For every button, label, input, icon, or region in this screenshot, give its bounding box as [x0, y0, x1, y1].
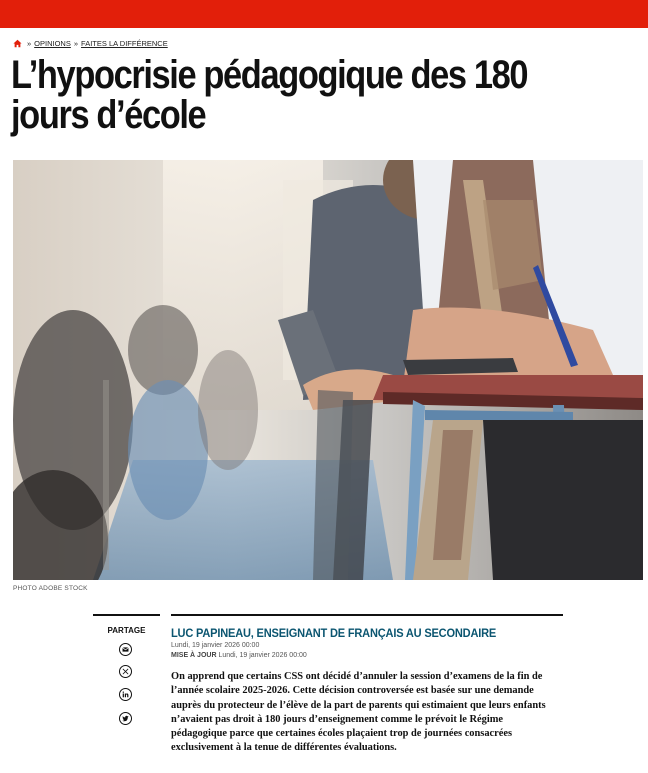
breadcrumb: [13, 39, 168, 48]
article-photo: [13, 160, 643, 580]
breadcrumb-separator: »: [73, 39, 79, 48]
updated-label: MISE À JOUR: [171, 652, 217, 659]
article-title: L’hypocrisie pédagogique des 180 jours d’école: [11, 53, 528, 137]
email-icon: [122, 646, 129, 653]
share-linkedin-button[interactable]: [119, 688, 132, 701]
article-author[interactable]: LUC PAPINEAU, ENSEIGNANT DE FRANÇAIS AU SECONDAIRE: [171, 626, 497, 640]
article-body: On apprend que certains CSS ont décidé d’annuler la session d’examens de la fin de l’année scolaire 2025-2026. Cette décision controversée est basée sur une demande auprès du protecteur de l’élève de la part de parents qui estimaient que leurs enfants n’avaient pas droit à 180 jours d’enseignement comme le prévoit le Régime pédagogique parce que certaines écoles plaçaient trop de journées consacrées exclusivement à la tenue de différentes évaluations.: [171, 671, 546, 754]
share-twitter-button[interactable]: [119, 712, 132, 725]
share-divider: [93, 614, 160, 616]
home-icon[interactable]: [13, 39, 22, 48]
breadcrumb-faites-la-difference-link[interactable]: FAITES LA DIFFÉRENCE: [81, 39, 168, 48]
share-x-button[interactable]: [119, 665, 132, 678]
top-brand-bar: [0, 0, 648, 28]
published-date: Lundi, 19 janvier 2026 00:00: [171, 642, 260, 649]
updated-date: [171, 652, 307, 659]
linkedin-icon: [122, 691, 129, 698]
twitter-icon: [122, 715, 129, 722]
breadcrumb-opinions-link[interactable]: OPINIONS: [34, 39, 71, 48]
share-label: PARTAGE: [107, 626, 146, 635]
breadcrumb-separator: »: [27, 39, 32, 48]
share-email-button[interactable]: [119, 643, 132, 656]
x-icon: [122, 668, 129, 675]
article-divider: [171, 614, 563, 616]
photo-credit: PHOTO ADOBE STOCK: [13, 585, 88, 592]
updated-date-value: Lundi, 19 janvier 2026 00:00: [218, 652, 307, 659]
